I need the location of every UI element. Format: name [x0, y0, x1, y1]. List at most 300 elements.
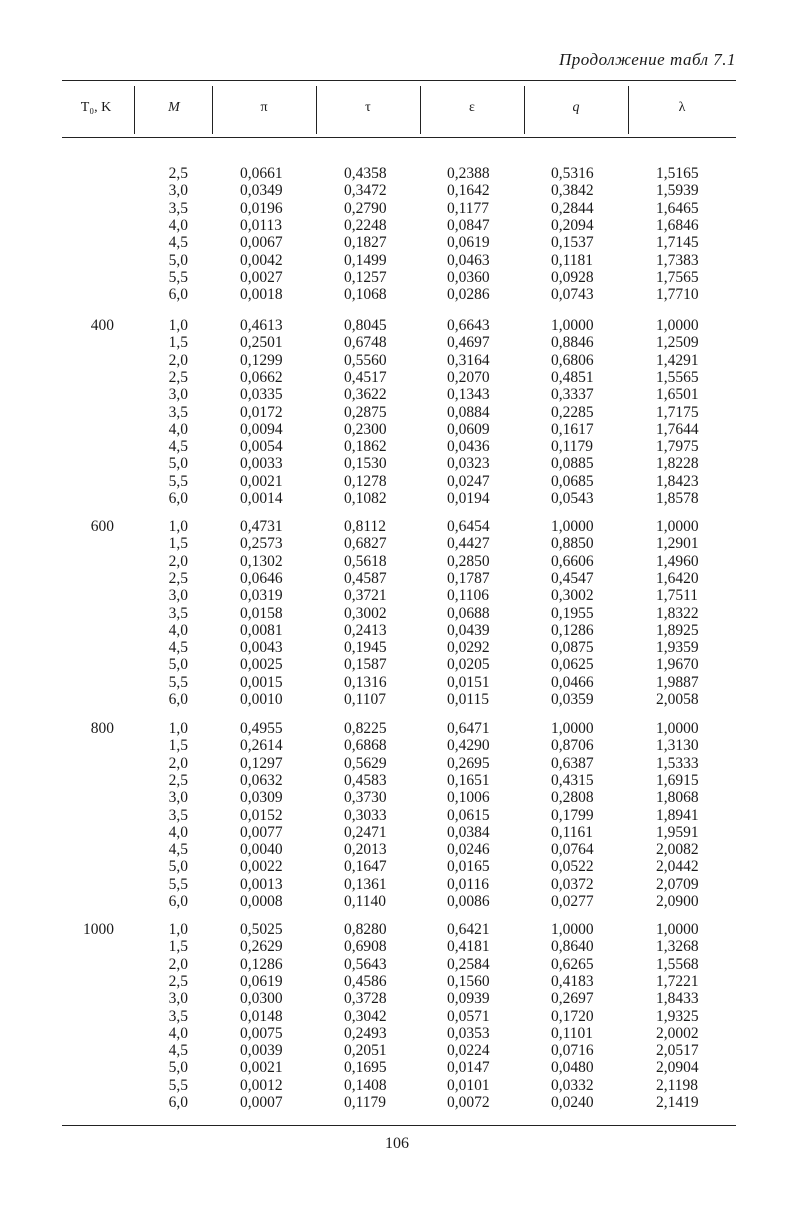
- table-row: [0, 622, 794, 639]
- m-value: 2,0: [168, 552, 188, 570]
- eps-value: 0,0224: [447, 1042, 490, 1060]
- table-row: [0, 720, 794, 737]
- tau-value: 0,4587: [344, 569, 387, 587]
- table-row: [0, 858, 794, 875]
- q-value: 1,0000: [551, 720, 594, 737]
- pi-value: 0,0014: [240, 490, 283, 507]
- pi-value: 0,4613: [240, 317, 283, 334]
- t0-value: 600: [90, 518, 114, 535]
- lambda-value: 1,8925: [656, 621, 699, 639]
- q-value: 0,2094: [551, 216, 594, 234]
- eps-value: 0,1343: [447, 386, 490, 404]
- pi-value: 0,4955: [240, 720, 283, 737]
- q-value: 0,6806: [551, 351, 594, 369]
- table-row: [0, 674, 794, 691]
- table-row: [0, 772, 794, 789]
- table-row: [0, 252, 794, 269]
- lambda-value: 1,6420: [656, 569, 699, 587]
- table-row: [0, 438, 794, 455]
- pi-value: 0,0054: [240, 438, 283, 456]
- table-row: [0, 876, 794, 893]
- pi-value: 0,2501: [240, 334, 283, 352]
- lambda-value: 1,5939: [656, 182, 699, 200]
- tau-value: 0,3721: [344, 587, 387, 605]
- lambda-value: 1,2901: [656, 535, 699, 553]
- lambda-value: 1,7383: [656, 251, 699, 269]
- tau-value: 0,2051: [344, 1042, 387, 1060]
- m-value: 3,0: [168, 990, 188, 1008]
- tau-value: 0,3033: [344, 806, 387, 824]
- lambda-value: 1,7565: [656, 268, 699, 286]
- m-value: 2,5: [168, 569, 188, 587]
- eps-value: 0,0384: [447, 823, 490, 841]
- table-row: [0, 286, 794, 303]
- eps-value: 0,6454: [447, 518, 490, 535]
- tau-value: 0,1587: [344, 656, 387, 674]
- pi-value: 0,0008: [240, 893, 283, 910]
- lambda-value: 1,8423: [656, 472, 699, 490]
- q-value: 0,8640: [551, 938, 594, 956]
- lambda-value: 1,0000: [656, 720, 699, 737]
- m-value: 2,5: [168, 771, 188, 789]
- eps-value: 0,4181: [447, 938, 490, 956]
- tau-value: 0,1107: [344, 691, 387, 708]
- table-row: [0, 938, 794, 955]
- m-value: 6,0: [168, 490, 188, 507]
- eps-value: 0,4697: [447, 334, 490, 352]
- eps-value: 0,0360: [447, 268, 490, 286]
- eps-value: 0,0194: [447, 490, 490, 507]
- lambda-value: 2,0517: [656, 1042, 699, 1060]
- q-value: 0,0625: [551, 656, 594, 674]
- eps-value: 0,0286: [447, 286, 490, 304]
- m-value: 4,5: [168, 438, 188, 456]
- eps-value: 0,0323: [447, 455, 490, 473]
- lambda-value: 2,0442: [656, 858, 699, 876]
- lambda-value: 1,4291: [656, 351, 699, 369]
- q-value: 0,0928: [551, 268, 594, 286]
- table-row: [0, 1059, 794, 1076]
- lambda-value: 1,9325: [656, 1007, 699, 1025]
- tau-value: 0,4517: [344, 368, 387, 386]
- q-value: 1,0000: [551, 921, 594, 938]
- eps-value: 0,0619: [447, 234, 490, 252]
- tau-value: 0,1408: [344, 1076, 387, 1094]
- pi-value: 0,0349: [240, 182, 283, 200]
- m-value: 3,5: [168, 806, 188, 824]
- tau-value: 0,1140: [344, 893, 387, 910]
- tau-value: 0,2300: [344, 420, 387, 438]
- tau-value: 0,2493: [344, 1024, 387, 1042]
- tau-value: 0,1862: [344, 438, 387, 456]
- pi-value: 0,5025: [240, 921, 283, 938]
- eps-value: 0,2850: [447, 552, 490, 570]
- m-value: 5,5: [168, 268, 188, 286]
- lambda-value: 2,1419: [656, 1094, 699, 1111]
- pi-value: 0,0013: [240, 875, 283, 893]
- table-row: [0, 1025, 794, 1042]
- eps-value: 0,4427: [447, 535, 490, 553]
- m-value: 3,0: [168, 182, 188, 200]
- m-value: 1,0: [168, 921, 188, 938]
- column-divider: [316, 86, 317, 134]
- m-value: 4,5: [168, 841, 188, 859]
- tau-value: 0,3730: [344, 789, 387, 807]
- m-value: 3,5: [168, 604, 188, 622]
- tau-value: 0,4358: [344, 165, 387, 182]
- lambda-value: 1,7221: [656, 972, 699, 990]
- column-divider: [628, 86, 629, 134]
- table-row: [0, 824, 794, 841]
- q-value: 0,3842: [551, 182, 594, 200]
- header-lambda: λ: [678, 100, 686, 115]
- tau-value: 0,1316: [344, 673, 387, 691]
- lambda-value: 1,8433: [656, 990, 699, 1008]
- table-row: [0, 639, 794, 656]
- q-value: 0,4547: [551, 569, 594, 587]
- tau-value: 0,1257: [344, 268, 387, 286]
- table-row: [0, 404, 794, 421]
- tau-value: 0,1647: [344, 858, 387, 876]
- pi-value: 0,0646: [240, 569, 283, 587]
- table-row: [0, 182, 794, 199]
- q-value: 0,0466: [551, 673, 594, 691]
- q-value: 0,0372: [551, 875, 594, 893]
- pi-value: 0,0027: [240, 268, 283, 286]
- q-value: 0,6387: [551, 754, 594, 772]
- m-value: 1,0: [168, 317, 188, 334]
- lambda-value: 2,0058: [656, 691, 699, 708]
- header-m-label: M: [168, 100, 180, 115]
- q-value: 0,1101: [551, 1024, 594, 1042]
- pi-value: 0,1297: [240, 754, 283, 772]
- lambda-value: 1,7175: [656, 403, 699, 421]
- tau-value: 0,2875: [344, 403, 387, 421]
- q-value: 0,1537: [551, 234, 594, 252]
- m-value: 4,0: [168, 823, 188, 841]
- m-value: 5,5: [168, 673, 188, 691]
- q-value: 0,8850: [551, 535, 594, 553]
- eps-value: 0,1106: [447, 587, 490, 605]
- q-value: 0,1181: [551, 251, 594, 269]
- lambda-value: 1,8068: [656, 789, 699, 807]
- table-bottom-rule: [62, 1125, 736, 1126]
- m-value: 6,0: [168, 286, 188, 304]
- q-value: 0,0685: [551, 472, 594, 490]
- tau-value: 0,1695: [344, 1059, 387, 1077]
- tau-value: 0,2471: [344, 823, 387, 841]
- pi-value: 0,2629: [240, 938, 283, 956]
- tau-value: 0,5643: [344, 955, 387, 973]
- eps-value: 0,0247: [447, 472, 490, 490]
- header-m: [134, 100, 214, 116]
- table-row: [0, 691, 794, 708]
- pi-value: 0,0077: [240, 823, 283, 841]
- eps-value: 0,1560: [447, 972, 490, 990]
- table-row: [0, 455, 794, 472]
- m-value: 1,5: [168, 334, 188, 352]
- lambda-value: 1,5565: [656, 368, 699, 386]
- table-row: [0, 473, 794, 490]
- m-value: 1,5: [168, 737, 188, 755]
- eps-value: 0,1651: [447, 771, 490, 789]
- m-value: 3,5: [168, 199, 188, 217]
- lambda-value: 2,0904: [656, 1059, 699, 1077]
- eps-value: 0,0115: [447, 691, 490, 708]
- m-value: 4,0: [168, 1024, 188, 1042]
- table-row: [0, 518, 794, 535]
- m-value: 4,0: [168, 621, 188, 639]
- q-value: 0,0764: [551, 841, 594, 859]
- q-value: 0,1617: [551, 420, 594, 438]
- lambda-value: 2,0709: [656, 875, 699, 893]
- pi-value: 0,0196: [240, 199, 283, 217]
- tau-value: 0,8045: [344, 317, 387, 334]
- m-value: 1,0: [168, 720, 188, 737]
- eps-value: 0,0884: [447, 403, 490, 421]
- tau-value: 0,4583: [344, 771, 387, 789]
- lambda-value: 1,4960: [656, 552, 699, 570]
- pi-value: 0,0075: [240, 1024, 283, 1042]
- m-value: 3,0: [168, 789, 188, 807]
- lambda-value: 2,0082: [656, 841, 699, 859]
- q-value: 0,5316: [551, 165, 594, 182]
- lambda-value: 1,0000: [656, 921, 699, 938]
- table-row: [0, 737, 794, 754]
- pi-value: 0,1286: [240, 955, 283, 973]
- pi-value: 0,0021: [240, 1059, 283, 1077]
- pi-value: 0,0043: [240, 639, 283, 657]
- tau-value: 0,4586: [344, 972, 387, 990]
- q-value: 1,0000: [551, 317, 594, 334]
- eps-value: 0,0571: [447, 1007, 490, 1025]
- m-value: 5,0: [168, 455, 188, 473]
- lambda-value: 2,0002: [656, 1024, 699, 1042]
- lambda-value: 1,8941: [656, 806, 699, 824]
- lambda-value: 1,8228: [656, 455, 699, 473]
- header-eps: ε: [469, 100, 475, 115]
- tau-value: 0,1082: [344, 490, 387, 507]
- table-row: [0, 217, 794, 234]
- q-value: 0,4851: [551, 368, 594, 386]
- table-row: [0, 1008, 794, 1025]
- pi-value: 0,0094: [240, 420, 283, 438]
- q-value: 0,0543: [551, 490, 594, 507]
- m-value: 3,5: [168, 403, 188, 421]
- t0-value: 400: [90, 317, 114, 334]
- m-value: 1,5: [168, 938, 188, 956]
- m-value: 5,5: [168, 472, 188, 490]
- lambda-value: 1,6501: [656, 386, 699, 404]
- tau-value: 0,3472: [344, 182, 387, 200]
- table-row: [0, 807, 794, 824]
- header-pi: π: [260, 100, 268, 115]
- lambda-value: 1,3130: [656, 737, 699, 755]
- q-value: 0,6265: [551, 955, 594, 973]
- eps-value: 0,0292: [447, 639, 490, 657]
- pi-value: 0,0632: [240, 771, 283, 789]
- m-value: 4,0: [168, 420, 188, 438]
- header-t0: T₀, K: [80, 100, 112, 115]
- q-value: 0,4183: [551, 972, 594, 990]
- column-divider: [420, 86, 421, 134]
- eps-value: 0,0101: [447, 1076, 490, 1094]
- lambda-value: 1,5165: [656, 165, 699, 182]
- lambda-value: 1,7145: [656, 234, 699, 252]
- tau-value: 0,2013: [344, 841, 387, 859]
- table-row: [0, 605, 794, 622]
- m-value: 2,0: [168, 955, 188, 973]
- table-row: [0, 973, 794, 990]
- m-value: 3,0: [168, 386, 188, 404]
- m-value: 5,5: [168, 875, 188, 893]
- q-value: 0,0875: [551, 639, 594, 657]
- table-row: [0, 334, 794, 351]
- pi-value: 0,0152: [240, 806, 283, 824]
- eps-value: 0,0205: [447, 656, 490, 674]
- pi-value: 0,0158: [240, 604, 283, 622]
- pi-value: 0,0309: [240, 789, 283, 807]
- q-value: 0,1720: [551, 1007, 594, 1025]
- pi-value: 0,2614: [240, 737, 283, 755]
- lambda-value: 1,5568: [656, 955, 699, 973]
- pi-value: 0,0335: [240, 386, 283, 404]
- q-value: 0,3002: [551, 587, 594, 605]
- lambda-value: 1,9887: [656, 673, 699, 691]
- eps-value: 0,2070: [447, 368, 490, 386]
- m-value: 2,5: [168, 165, 188, 182]
- header-q-label: q: [572, 100, 580, 115]
- eps-value: 0,0151: [447, 673, 490, 691]
- tau-value: 0,5560: [344, 351, 387, 369]
- lambda-value: 1,7710: [656, 286, 699, 304]
- eps-value: 0,0086: [447, 893, 490, 910]
- m-value: 2,5: [168, 972, 188, 990]
- q-value: 0,2285: [551, 403, 594, 421]
- eps-value: 0,6643: [447, 317, 490, 334]
- eps-value: 0,0147: [447, 1059, 490, 1077]
- page-number: 106: [385, 1135, 409, 1152]
- header-bottom-rule: [62, 137, 736, 138]
- q-value: 0,4315: [551, 771, 594, 789]
- table-row: [0, 200, 794, 217]
- eps-value: 0,0165: [447, 858, 490, 876]
- tau-value: 0,1361: [344, 875, 387, 893]
- lambda-value: 2,0900: [656, 893, 699, 910]
- m-value: 5,5: [168, 1076, 188, 1094]
- table-caption: Продолжение табл 7.1: [558, 50, 736, 69]
- q-value: 0,0743: [551, 286, 594, 304]
- eps-value: 0,0436: [447, 438, 490, 456]
- pi-value: 0,0015: [240, 673, 283, 691]
- tau-value: 0,5629: [344, 754, 387, 772]
- m-value: 1,0: [168, 518, 188, 535]
- pi-value: 0,0018: [240, 286, 283, 304]
- tau-value: 0,3622: [344, 386, 387, 404]
- table-row: [0, 165, 794, 182]
- eps-value: 0,6421: [447, 921, 490, 938]
- table-row: [0, 1042, 794, 1059]
- lambda-value: 1,7511: [656, 587, 699, 605]
- lambda-value: 1,3268: [656, 938, 699, 956]
- pi-value: 0,0067: [240, 234, 283, 252]
- column-divider: [524, 86, 525, 134]
- table-row: [0, 352, 794, 369]
- q-value: 1,0000: [551, 518, 594, 535]
- table-row: [0, 369, 794, 386]
- lambda-value: 1,0000: [656, 518, 699, 535]
- lambda-value: 1,5333: [656, 754, 699, 772]
- m-value: 5,0: [168, 1059, 188, 1077]
- q-value: 0,1799: [551, 806, 594, 824]
- eps-value: 0,1642: [447, 182, 490, 200]
- pi-value: 0,0040: [240, 841, 283, 859]
- pi-value: 0,1302: [240, 552, 283, 570]
- table-row: [0, 956, 794, 973]
- pi-value: 0,1299: [240, 351, 283, 369]
- eps-value: 0,0353: [447, 1024, 490, 1042]
- lambda-value: 1,8578: [656, 490, 699, 507]
- eps-value: 0,0439: [447, 621, 490, 639]
- q-value: 0,1955: [551, 604, 594, 622]
- eps-value: 0,2584: [447, 955, 490, 973]
- q-value: 0,3337: [551, 386, 594, 404]
- pi-value: 0,0025: [240, 656, 283, 674]
- tau-value: 0,1499: [344, 251, 387, 269]
- header-tau: τ: [365, 100, 371, 115]
- pi-value: 0,0172: [240, 403, 283, 421]
- m-value: 5,0: [168, 251, 188, 269]
- table-row: [0, 490, 794, 507]
- table-row: [0, 1077, 794, 1094]
- header-q: [536, 100, 616, 116]
- table-top-rule: [62, 80, 736, 81]
- eps-value: 0,0072: [447, 1094, 490, 1111]
- table-row: [0, 553, 794, 570]
- m-value: 6,0: [168, 893, 188, 910]
- pi-value: 0,0021: [240, 472, 283, 490]
- pi-value: 0,0081: [240, 621, 283, 639]
- table-row: [0, 234, 794, 251]
- m-value: 4,5: [168, 1042, 188, 1060]
- m-value: 3,0: [168, 587, 188, 605]
- tau-value: 0,2413: [344, 621, 387, 639]
- tau-value: 0,6868: [344, 737, 387, 755]
- lambda-value: 1,2509: [656, 334, 699, 352]
- table-row: [0, 421, 794, 438]
- q-value: 0,2697: [551, 990, 594, 1008]
- m-value: 3,5: [168, 1007, 188, 1025]
- tau-value: 0,6748: [344, 334, 387, 352]
- q-value: 0,0359: [551, 691, 594, 708]
- m-value: 6,0: [168, 1094, 188, 1111]
- lambda-value: 1,0000: [656, 317, 699, 334]
- pi-value: 0,2573: [240, 535, 283, 553]
- eps-value: 0,0463: [447, 251, 490, 269]
- lambda-value: 1,7975: [656, 438, 699, 456]
- table-row: [0, 317, 794, 334]
- pi-value: 0,0033: [240, 455, 283, 473]
- pi-value: 0,0148: [240, 1007, 283, 1025]
- tau-value: 0,8225: [344, 720, 387, 737]
- q-value: 0,0885: [551, 455, 594, 473]
- t0-value: 1000: [83, 921, 114, 938]
- eps-value: 0,0246: [447, 841, 490, 859]
- lambda-value: 1,9591: [656, 823, 699, 841]
- eps-value: 0,1006: [447, 789, 490, 807]
- tau-value: 0,3002: [344, 604, 387, 622]
- eps-value: 0,0116: [447, 875, 490, 893]
